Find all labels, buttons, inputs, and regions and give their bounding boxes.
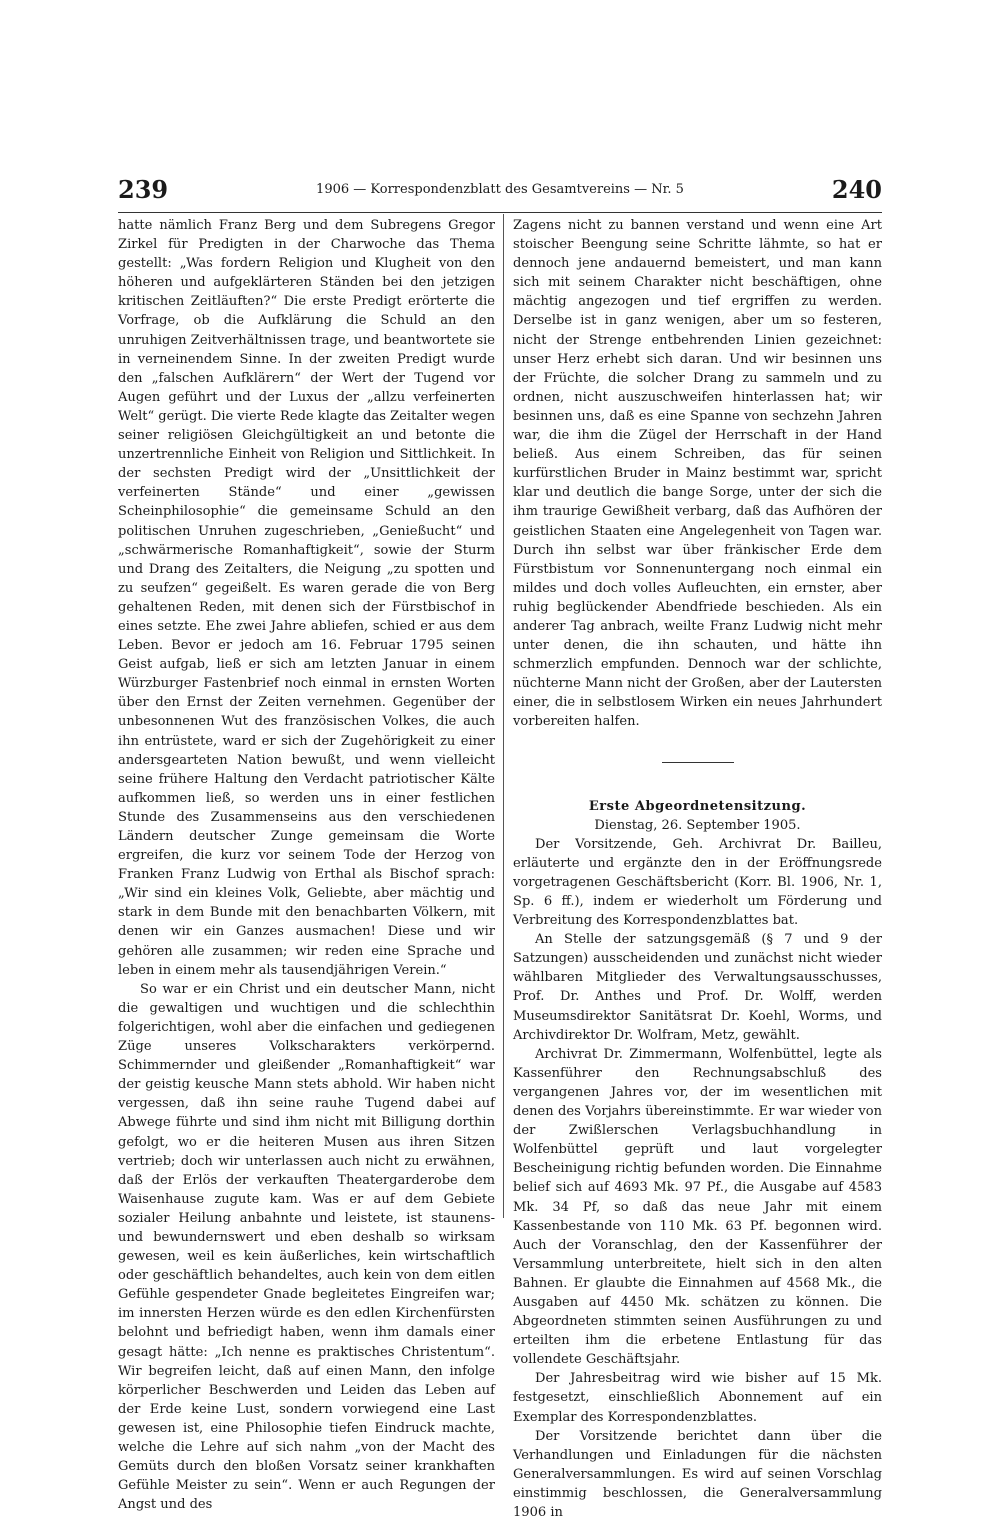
right-column	[513, 216, 882, 1522]
column-divider	[503, 214, 504, 1218]
left-paragraph-2: So war er ein Christ und ein deutscher Mann, nicht die gewaltigen und wuchtigen und die schlechthin folgerichtigen, wohl aber die einfachen und gediegenen Züge unseres Volkscharakters verkörpernd. Schimmernder und gleißender „Romanhaftigkeit“ war der geistig keusche Mann stets abhold. Wir haben nicht vergessen, daß ihn seine rauhe Tugend dabei auf Abwege führte und sind ihm nicht mit Billigung dorthin gefolgt, wo er die heiteren Musen aus ihren Sitzen vertrieb; doch wir unterlassen auch nicht zu erwähnen, daß der Erlös der verkauften Theatergarderobe dem Waisenhause zugute kam. Was er auf dem Gebiete sozialer Heilung anbahnte und leistete, ist staunens- und bewundernswert und eben deshalb so wirksam gewesen, weil es kein äußerliches, kein wirtschaftlich oder geschäftlich behandeltes, auch kein von dem eitlen Gefühle gespendeter Gnade begleitetes Eingreifen war; im innersten Herzen würde es den edlen Kirchenfürsten belohnt und befriedigt haben, wenn ihm damals einer gesagt hätte: „Ich nenne es praktisches Christentum“. Wir begreifen leicht, daß auf einen Mann, den infolge körperlicher Beschwerden und Leiden das Leben auf der Erde keine Lust, sondern vorwiegend eine Last gewesen ist, eine Philosophie tiefen Eindruck machte, welche die Lehre auf sich nahm „von der Macht des Gemüts durch den bloßen Vorsatz seiner krankhaften Gefühle Meister zu sein“. Wenn er auch Regungen der Angst und des	[118, 981, 495, 1513]
running-title: 1906 — Korrespondenzblatt des Gesamtvereins — Nr. 5	[316, 182, 684, 197]
right-paragraph-2: An Stelle der satzungsgemäß (§ 7 und 9 der Satzungen) ausscheidenden und zunächst nicht wieder wählbaren Mitglieder des Verwaltungsausschusses, Prof. Dr. Anthes und Prof. Dr. Wolff, werden Museumsdirektor Sanitätsrat Dr. Koehl, Worms, und Archivdirektor Dr. Wolfram, Metz, gewählt.	[513, 932, 882, 1043]
left-paragraph-1: hatte nämlich Franz Berg und dem Subregens Gregor Zirkel für Predigten in der Charwoche das Thema gestellt: „Was fordern Religion und Klugheit von den höheren und aufgeklärteren Ständen bei den jetzigen kritischen Zeitläuften?“ Die erste Predigt erörterte die Vorfrage, ob die Aufklärung die Schuld an den unruhigen Zeitverhältnissen trage, und beantwortete sie in verneinendem Sinne. In der zweiten Predigt wurde den „falschen Aufklärern“ der Wert der Tugend vor Augen geführt und der Luxus der „allzu verfeinerten Welt“ gerügt. Die vierte Rede klagte das Zeitalter wegen seiner religiösen Gleichgültigkeit an und betonte die unzertrennliche Einheit von Religion und Sittlichkeit. In der sechsten Predigt wird der „Unsittlichkeit der verfeinerten Stände“ und einer „gewissen Scheinphilosophie“ die gemeinsame Schuld an den politischen Unruhen zugeschrieben, „Genießucht“ und „schwärmerische Romanhaftigkeit“, sowie der Sturm und Drang des Zeitalters, die Neigung „zu spotten und zu seufzen“ gegeißelt. Es waren gerade die von Berg gehaltenen Reden, mit denen sich der Fürstbischof in eines setzte. Ehe zwei Jahre abliefen, schied er aus dem Leben. Bevor er jedoch am 16. Februar 1795 seinen Geist aufgab, ließ er sich am letzten Januar in einem Würzburger Fastenbrief noch einmal in ernsten Worten über den Ernst der Zeiten vernehmen. Gegenüber der unbesonnenen Wut des französischen Volkes, die auch ihn entrüstete, ward er sich der Zugehörigkeit zu einer andersgearteten Nation bewußt, und wenn vielleicht seine frühere Haltung den Verdacht patriotischer Kälte aufkommen ließ, so werden uns in einer festlichen Stunde des Zusammenseins aus den verschiedenen Ländern deutscher Zunge gemeinsam die Worte ergreifen, die kurz vor seinem Tode der Herzog von Franken Franz Ludwig von Erthal als Bischof sprach: „Wir sind ein kleines Volk, Geliebte, aber mächtig und stark in dem Bunde mit den benachbarten Völkern, mit denen wir ein Ganzes ausmachen! Diese und wir gehören alle zusammen; wir reden eine Sprache und leben in einem mehr als tausendjährigen Verein.“	[118, 218, 495, 978]
left-column	[118, 216, 495, 1514]
page-number-left: 239	[118, 175, 169, 204]
right-intro-paragraph: Zagens nicht zu bannen verstand und wenn eine Art stoischer Beengung seine Schritte lähmte, so hat er dennoch jene andauernd bemeistert, und man kann sich mit seinem Charakter nicht beschäftigen, ohne mächtig angezogen und tief ergriffen zu werden. Derselbe ist in ganz wenigen, aber um so festeren, nicht der Strenge entbehrenden Linien gezeichnet: unser Herz erhebt sich daran. Und wir besinnen uns der Früchte, die solcher Drang zu sammeln und zu ordnen, nicht auszuschweifen hinterlassen hat; wir besinnen uns, daß es eine Spanne von sechzehn Jahren war, die ihm die Zügel der Herrschaft in der Hand beließ. Aus einem Schreiben, das für seinen kurfürstlichen Bruder in Mainz bestimmt war, spricht klar und deutlich die bange Sorge, unter der sich die ihm traurige Gewißheit verbarg, daß das Aufhören der geistlichen Staaten eine Angelegenheit von Tagen war. Durch ihn selbst war über fränkischer Erde dem Fürstbistum vor Sonnenuntergang noch einmal ein mildes und doch volles Aufleuchten, ein ernster, aber ruhig beglückender Abendfriede beschieden. Als ein anderer Tag anbrach, weilte Franz Ludwig nicht mehr unter denen, die ihn schauten, und hätte ihn schmerzlich empfunden. Dennoch war der schlichte, nüchterne Mann nicht der Großen, aber der Lautersten einer, die in selbstlosem Wirken ein neues Jahrhundert vorbereiten halfen.	[513, 218, 882, 730]
section-separator	[662, 762, 734, 763]
page-number-right: 240	[831, 175, 882, 204]
right-paragraph-3: Archivrat Dr. Zimmermann, Wolfenbüttel, legte als Kassenführer den Rechnungsabschluß des vergangenen Jahres vor, der im wesentlichen mit denen des Vorjahrs übereinstimmte. Er war wieder von der Zwißlerschen Verlagsbuchhandlung in Wolfenbüttel geprüft und laut vorgelegter Bescheinigung richtig befunden worden. Die Einnahme belief sich auf 4693 Mk. 97 Pf., die Ausgabe auf 4583 Mk. 34 Pf, so daß das neue Jahr mit einem Kassenbestande von 110 Mk. 63 Pf. begonnen wird. Auch der Voranschlag, den der Kassenführer der Versammlung unterbreitete, hielt sich in den alten Bahnen. Er glaubte die Einnahmen auf 4568 Mk., die Ausgaben auf 4450 Mk. schätzen zu können. Die Abgeordneten stimmten seinen Ausführungen zu und erteilten ihm die erbetene Entlastung für das vollendete Geschäftsjahr.	[513, 1046, 882, 1368]
right-paragraph-4: Der Jahresbeitrag wird wie bisher auf 15 Mk. festgesetzt, einschließlich Abonnement auf ein Exemplar des Korrespondenzblattes.	[513, 1371, 882, 1425]
right-paragraph-1: Der Vorsitzende, Geh. Archivrat Dr. Bailleu, erläuterte und ergänzte den in der Eröffnungsrede vorgetragenen Geschäftsbericht (Korr. Bl. 1906, Nr. 1, Sp. 6 ff.), indem er wiederholt um Förderung und Verbreitung des Korrespondenzblattes bat.	[513, 836, 882, 929]
header-rule	[118, 212, 882, 213]
page-header	[118, 176, 882, 208]
section-title: Erste Abgeordnetensitzung.	[588, 798, 807, 814]
right-paragraph-5: Der Vorsitzende berichtet dann über die Verhandlungen und Einladungen für die nächsten Generalversammlungen. Es wird auf seinen Vorschlag einstimmig beschlossen, die Generalversammlung 1906 in	[513, 1428, 882, 1520]
section-date: Dienstag, 26. September 1905.	[594, 817, 801, 833]
